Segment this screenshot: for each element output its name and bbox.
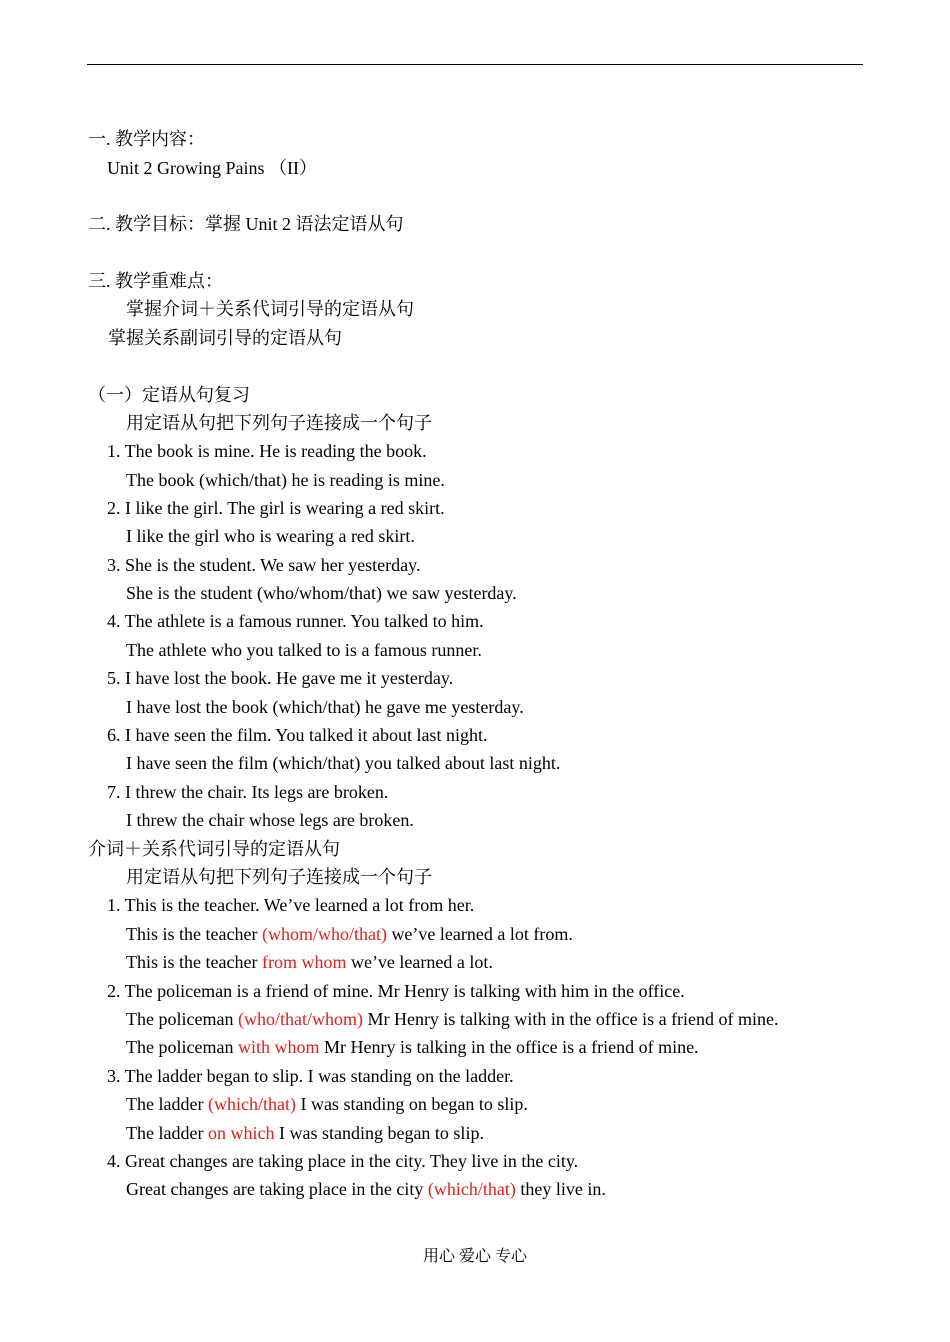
part-1-question-1: 1. The book is mine. He is reading the book. [107, 441, 427, 461]
answer-text: Mr Henry is talking in the office is a friend of mine. [319, 1037, 699, 1057]
part-2-question-3: 3. The ladder began to slip. I was standing on the ladder. [107, 1066, 514, 1086]
part-1-instruction: 用定语从句把下列句子连接成一个句子 [126, 413, 432, 433]
part-1-answer-5: I have lost the book (which/that) he gave me yesterday. [126, 697, 524, 717]
page-footer: 用心 爱心 专心 [422, 1248, 527, 1265]
answer-text: The ladder [126, 1094, 208, 1114]
part-1-answer-7: I threw the chair whose legs are broken. [126, 810, 414, 830]
highlighted-pronoun: (whom/who/that) [261, 924, 387, 944]
part-1-question-7: 7. I threw the chair. Its legs are broken. [107, 782, 389, 802]
answer-text: they live in. [515, 1179, 606, 1199]
part-2-answer-1b [126, 951, 493, 973]
answer-text: The policeman [126, 1009, 238, 1029]
part-1-question-4: 4. The athlete is a famous runner. You talked to him. [107, 611, 484, 631]
answer-text: This is the teacher [126, 952, 262, 972]
answer-text: Great changes are taking place in the city [126, 1179, 428, 1199]
part-2-answer-1a [126, 923, 573, 945]
part-2-instruction: 用定语从句把下列句子连接成一个句子 [126, 867, 432, 887]
part-1-heading: （一）定语从句复习 [88, 385, 250, 405]
answer-text: The ladder [126, 1123, 208, 1143]
answer-text: we’ve learned a lot. [346, 952, 493, 972]
part-1-question-3: 3. She is the student. We saw her yesterday. [107, 555, 421, 575]
part-1-answer-3: She is the student (who/whom/that) we saw yesterday. [126, 583, 517, 603]
answer-text: I was standing began to slip. [274, 1123, 484, 1143]
highlighted-pronoun: (which/that) [207, 1094, 296, 1114]
highlighted-pronoun: (who/that/whom) [237, 1009, 363, 1029]
section-3-title: 三. 教学重难点： [88, 271, 223, 291]
highlighted-pronoun: from whom [261, 952, 347, 972]
part-1-answer-4: The athlete who you talked to is a famous runner. [126, 640, 482, 660]
part-2-answer-3b [126, 1122, 484, 1144]
header-rule [87, 64, 863, 65]
part-1-answer-1: The book (which/that) he is reading is mine. [126, 470, 445, 490]
section-3-point-2: 掌握关系副词引导的定语从句 [108, 328, 342, 348]
part-2-question-4: 4. Great changes are taking place in the city. They live in the city. [107, 1151, 579, 1171]
highlighted-pronoun: (which/that) [427, 1179, 516, 1199]
part-2-answer-2b [126, 1036, 699, 1058]
section-1-title: 一. 教学内容： [88, 129, 205, 149]
part-1-answer-6: I have seen the film (which/that) you talked about last night. [126, 753, 561, 773]
part-2-heading: 介词＋关系代词引导的定语从句 [88, 839, 340, 859]
section-3-point-1: 掌握介词＋关系代词引导的定语从句 [126, 299, 414, 319]
part-2-answer-2a [126, 1008, 779, 1030]
part-2-question-1: 1. This is the teacher. We’ve learned a lot from her. [107, 895, 475, 915]
part-1-question-5: 5. I have lost the book. He gave me it yesterday. [107, 668, 454, 688]
answer-text: The policeman [126, 1037, 238, 1057]
answer-text: I was standing on began to slip. [295, 1094, 528, 1114]
part-2-answer-4a [126, 1178, 606, 1200]
part-2-question-2: 2. The policeman is a friend of mine. Mr Henry is talking with him in the office. [107, 981, 685, 1001]
part-1-question-2: 2. I like the girl. The girl is wearing a red skirt. [107, 498, 445, 518]
answer-text: we’ve learned a lot from. [386, 924, 573, 944]
part-2-answer-3a [126, 1093, 528, 1115]
answer-text: This is the teacher [126, 924, 262, 944]
highlighted-pronoun: with whom [237, 1037, 320, 1057]
section-2-title: 二. 教学目标：掌握 Unit 2 语法定语从句 [88, 214, 404, 234]
part-1-question-6: 6. I have seen the film. You talked it about last night. [107, 725, 488, 745]
part-1-answer-2: I like the girl who is wearing a red skirt. [126, 526, 415, 546]
section-1-unit: Unit 2 Growing Pains （II） [107, 158, 317, 178]
highlighted-pronoun: on which [207, 1123, 275, 1143]
answer-text: Mr Henry is talking with in the office is a friend of mine. [362, 1009, 779, 1029]
